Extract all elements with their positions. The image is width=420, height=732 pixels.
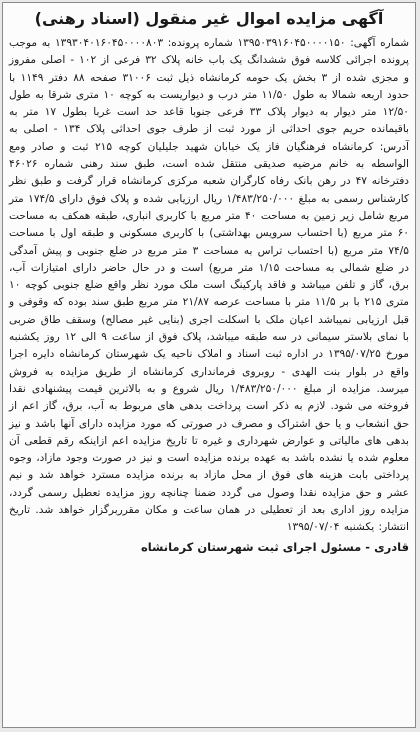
notice-body: شماره آگهی: ۱۳۹۵۰۳۹۱۶۰۴۵۰۰۰۰۱۵۰ شماره پرونده: ۱۳۹۳۰۴۰۱۶۰۴۵۰۰۰۰۸۰۳ به موجب پرونده اجرائی کلاسه فوق ششدانگ یک باب خانه پلاک ۳۲ فرعی از ۱۰۲ - اصلی مفروز و مجزی شده از ۳ بخش یک حومه کرمانشاه ذیل ثبت ۳۱۰۰۶ صفحه ۸۸ دفتر ۱۱۴۹ با حدود اربعه شمالا به طول ۱۱/۵۰ متر درب و دیواریست به کوچه ۱۰ متری شرقا به طول ۱۲/۵۰ متر دیوار به دیوار پلاک ۳۳ فرعی جنوبا قاعد حد است غربا بطول ۱۷ متر به باقیمانده حریم جوی احداثی از مورد ثبت از طرف جوی احداثی پلاک ۱۳۴ - اصلی به آدرس: کرمانشاه فرهنگیان فاز یک خیابان شهید جلیلیان کوچه ۲۱۵ ثبت و صادر ومع الواسطه به خانم مرضیه صدیقی منتقل شده است، طبق سند رهنی شماره ۴۶۰۲۶ دفترخانه ۴۷ در رهن بانک رفاه کارگران شعبه مرکزی کرمانشاه قرار گرفت و طبق نظر کارشناس رسمی به مبلغ ۱/۴۸۳/۲۵۰/۰۰۰ ریال ارزیابی شده و پلاک فوق دارای ۱۷۴/۵ متر مربع شامل زیر زمین به مساحت ۴۰ متر مربع با کاربری انباری، طبقه همکف به مساحت ۶۰ متر مربع (با احتساب سرویس بهداشتی) با کاربری مسکونی و طبقه اول با مساحت ۷۴/۵ متر مربع (با احتساب تراس به مساحت ۳ متر مربع در ضلع جنوبی و پیش آمدگی در ضلع شمالی به مساحت ۱/۱۵ متر مربع) است و در حال حاضر دارای امتیازات آب، برق، گاز و تلفن میباشد و فاقد پارکینگ است ملک مورد نظر واقع ضلع جنوبی کوچه ۱۰ متری ۲۱۵ با بر ۱۱/۵ متر با مساحت عرصه ۲۱/۸۷ متر مربع طبق سند بوده که وقوفی و قبل ارزیابی نمیباشد اعیان ملک با اسکلت اجری (بنایی غیر مصالح) وسقف طاق ضربی با نمای بلاستر سیمانی در سه طبقه میباشد، پلاک فوق از ساعت ۹ الی ۱۲ روز یکشنبه مورخ ۱۳۹۵/۰۷/۲۵ در اداره ثبت اسناد و املاک ناحیه یک شهرستان کرمانشاه دایره اجرا واقع در بلوار بنت الهدی - روبروی فرمانداری کرمانشاه از طریق مزایده به فروش میرسد. مزایده از مبلغ ۱/۴۸۳/۲۵۰/۰۰۰ ریال شروع و به بالاترین قیمت پیشنهادی نقدا فروخته می شود. لازم به ذکر است پرداخت بدهی های مربوط به آب، برق، گاز اعم از حق انشعاب و یا حق اشتراک و مصرف در صورتی که مورد مزایده دارای آنها باشد و نیز بدهی های مالیاتی و عوارض شهرداری و غیره تا تاریخ مزایده اعم ازاینکه رقم قطعی آن معلوم شده یا نشده باشد به عهده برنده مزایده است و نیز در صورت وجود مازاد، وجوه پرداختی بابت هزینه های فوق از محل مازاد به برنده مزایده مسترد خواهد شد و نیم عشر و حق مزایده نقدا وصول می گردد ضمنا چنانچه روز مزایده تعطیل رسمی گردد، مزایده روز اداری بعد از تعطیلی در همان ساعت و مکان مقرربرگزار خواهد شد. تاریخ انتشار: یکشنبه ۱۳۹۵/۰۷/۰۴ — [9, 37, 410, 534]
notice-signature: قادری - مسئول اجرای ثبت شهرستان کرمانشاه — [140, 539, 409, 554]
notice-title: آگهی مزایده اموال غیر منقول (اسناد رهنی) — [34, 9, 384, 28]
auction-notice — [2, 2, 416, 728]
